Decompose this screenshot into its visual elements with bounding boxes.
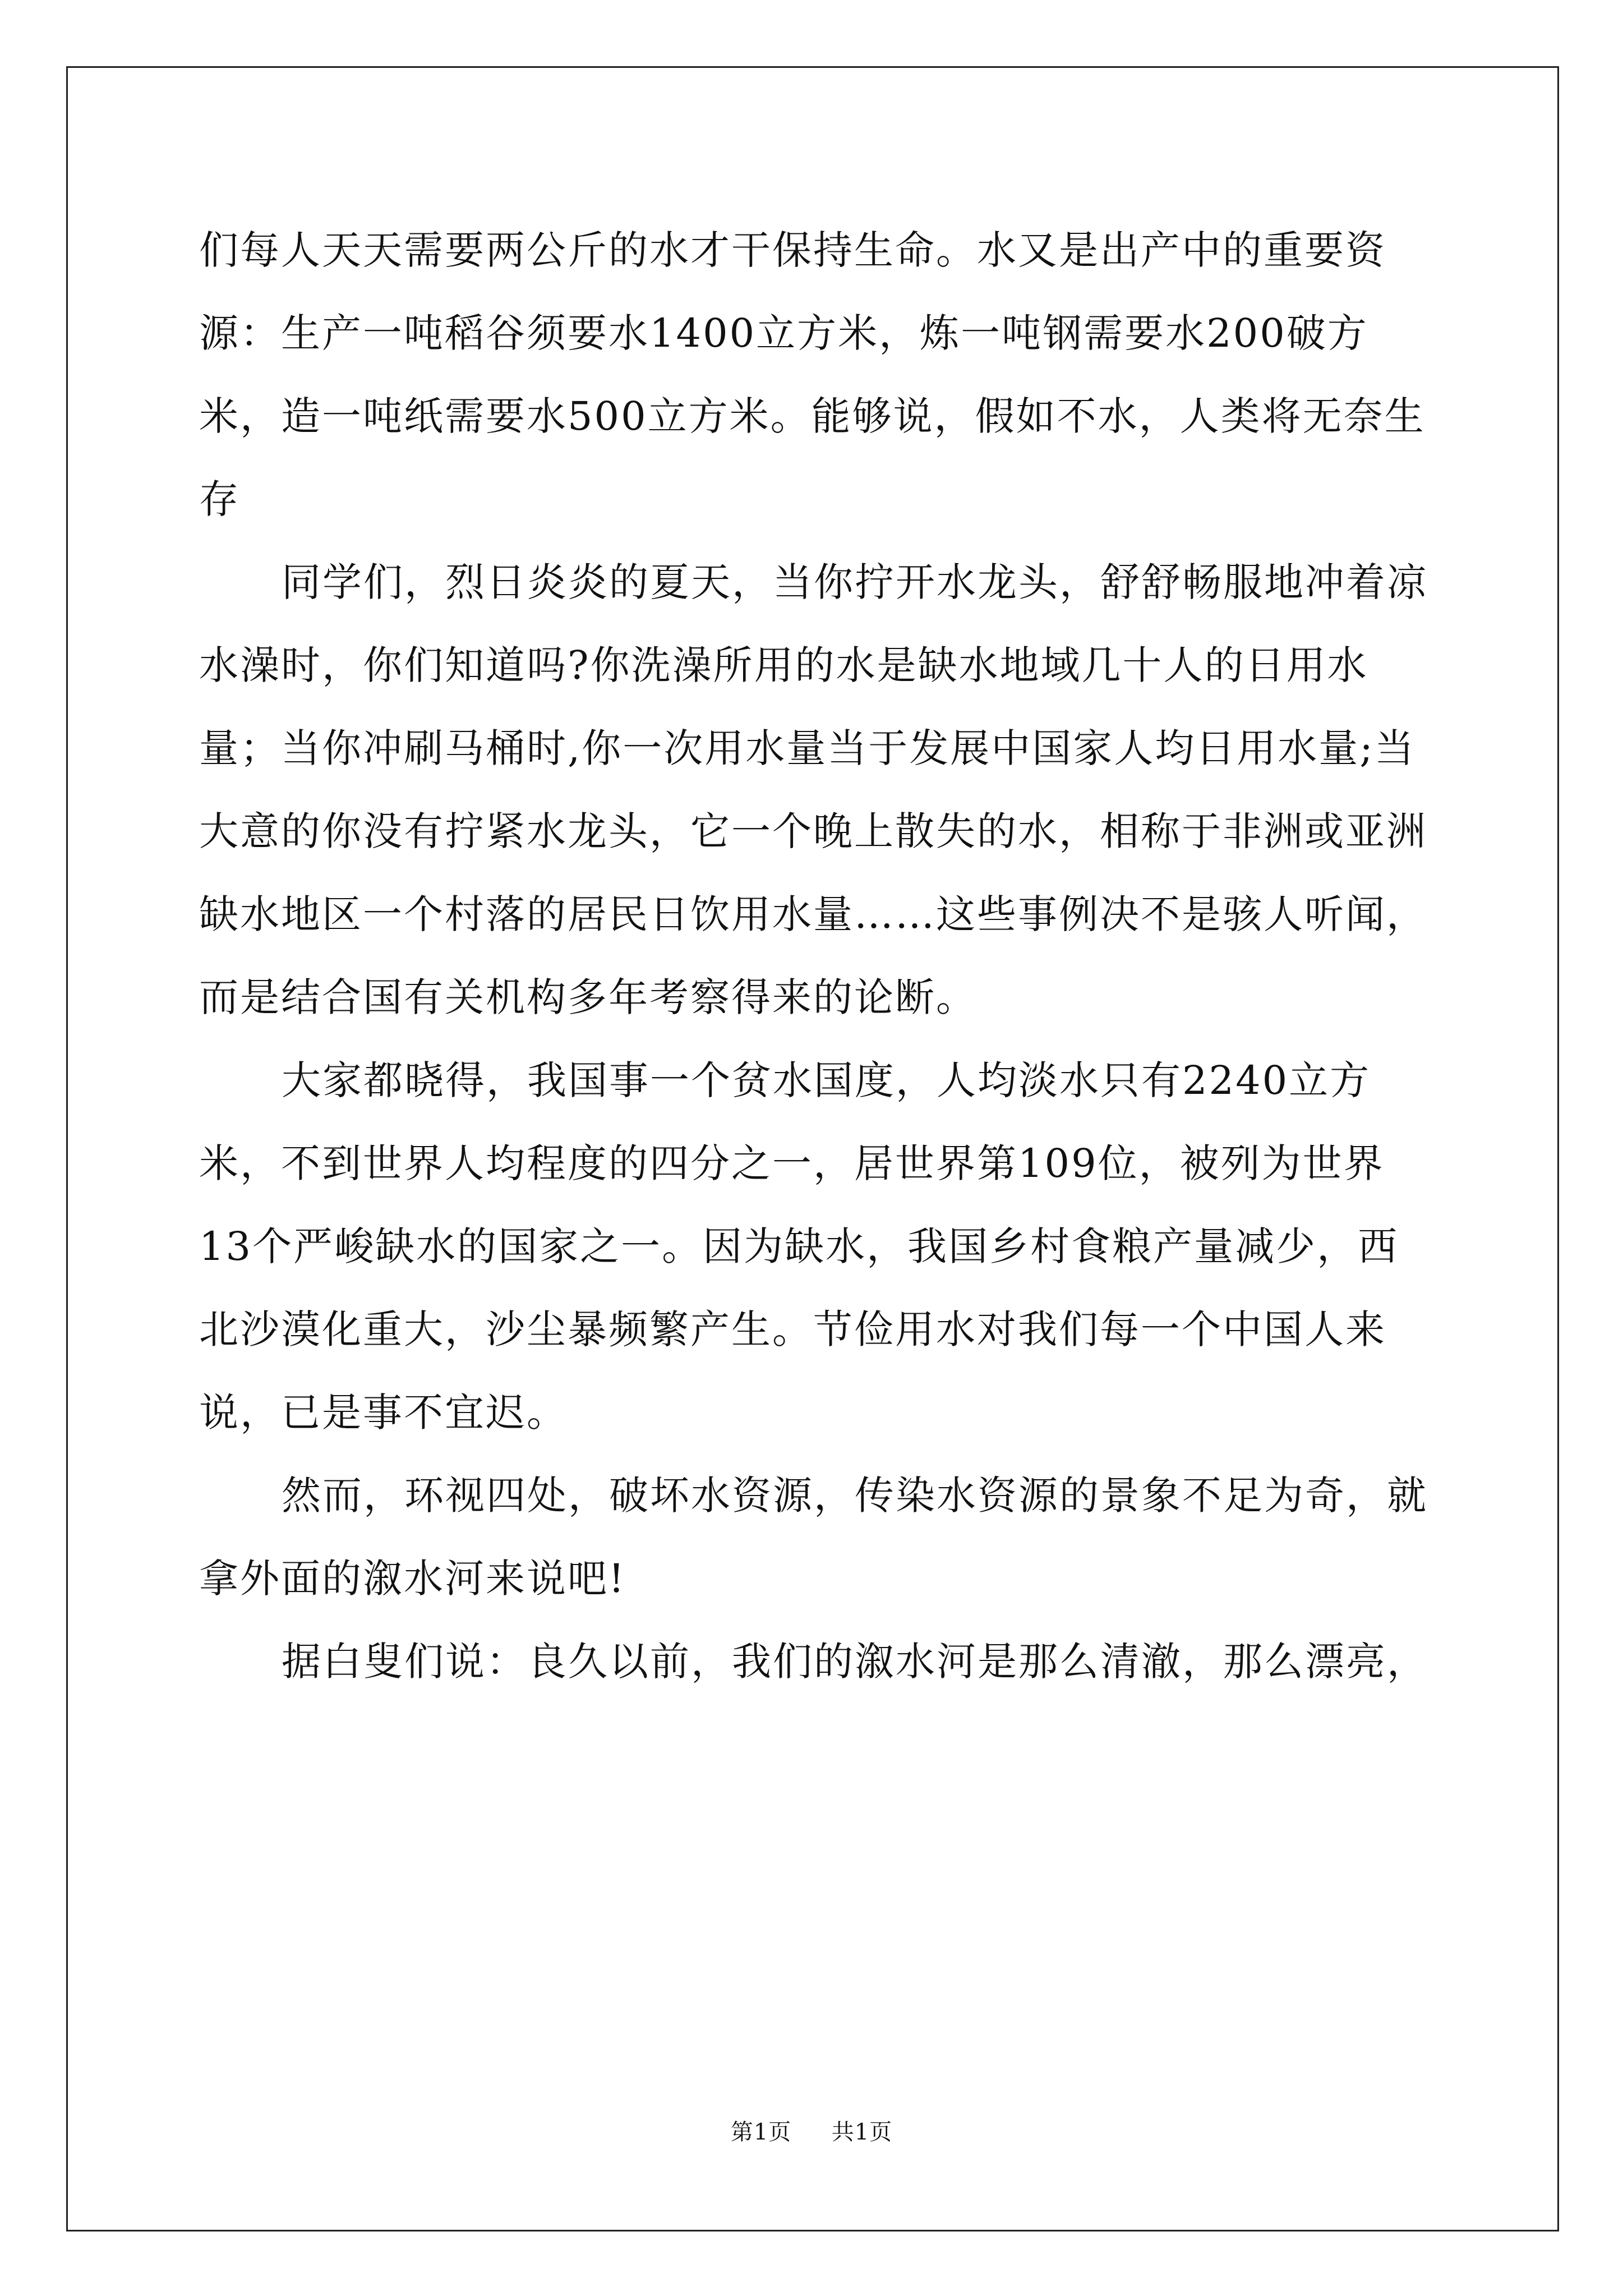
paragraph-3: 大家都晓得，我国事一个贫水国度，人均淡水只有2240立方米，不到世界人均程度的四分之一，居世界第109位，被列为世界13个严峻缺水的国家之一。因为缺水，我国乡村食粮产量减少，西北沙漠化重大，沙尘暴频繁产生。节俭用水对我们每一个中国人来说，已是事不宜迟。	[199, 1057, 1399, 1435]
paragraph-5: 据白叟们说：良久以前，我们的溆水河是那么清澈，那么漂亮，	[282, 1639, 1428, 1685]
page-number: 第1页	[730, 2119, 792, 2145]
page-footer	[0, 2118, 1623, 2146]
document-body	[199, 209, 1433, 1703]
paragraph-1: 们每人天天需要两公斤的水才干保持生命。水又是出产中的重要资源：生产一吨稻谷须要水1400立方米，炼一吨钢需要水200破方米，造一吨纸需要水500立方米。能够说，假如不水，人类将无奈生存	[199, 227, 1426, 522]
page-total: 共1页	[831, 2119, 893, 2145]
paragraph-4: 然而，环视四处，破坏水资源，传染水资源的景象不足为奇，就拿外面的溆水河来说吧!	[199, 1473, 1428, 1602]
paragraph-2: 同学们，烈日炎炎的夏天，当你拧开水龙头，舒舒畅服地冲着凉水澡时，你们知道吗?你洗澡所用的水是缺水地域几十人的日用水量；当你冲刷马桶时,你一次用水量当于发展中国家人均日用水量;当大意的你没有拧紧水龙头，它一个晚上散失的水，相称于非洲或亚洲缺水地区一个村落的居民日饮用水量……这些事例决不是骇人听闻，而是结合国有关机构多年考察得来的论断。	[199, 559, 1428, 1020]
